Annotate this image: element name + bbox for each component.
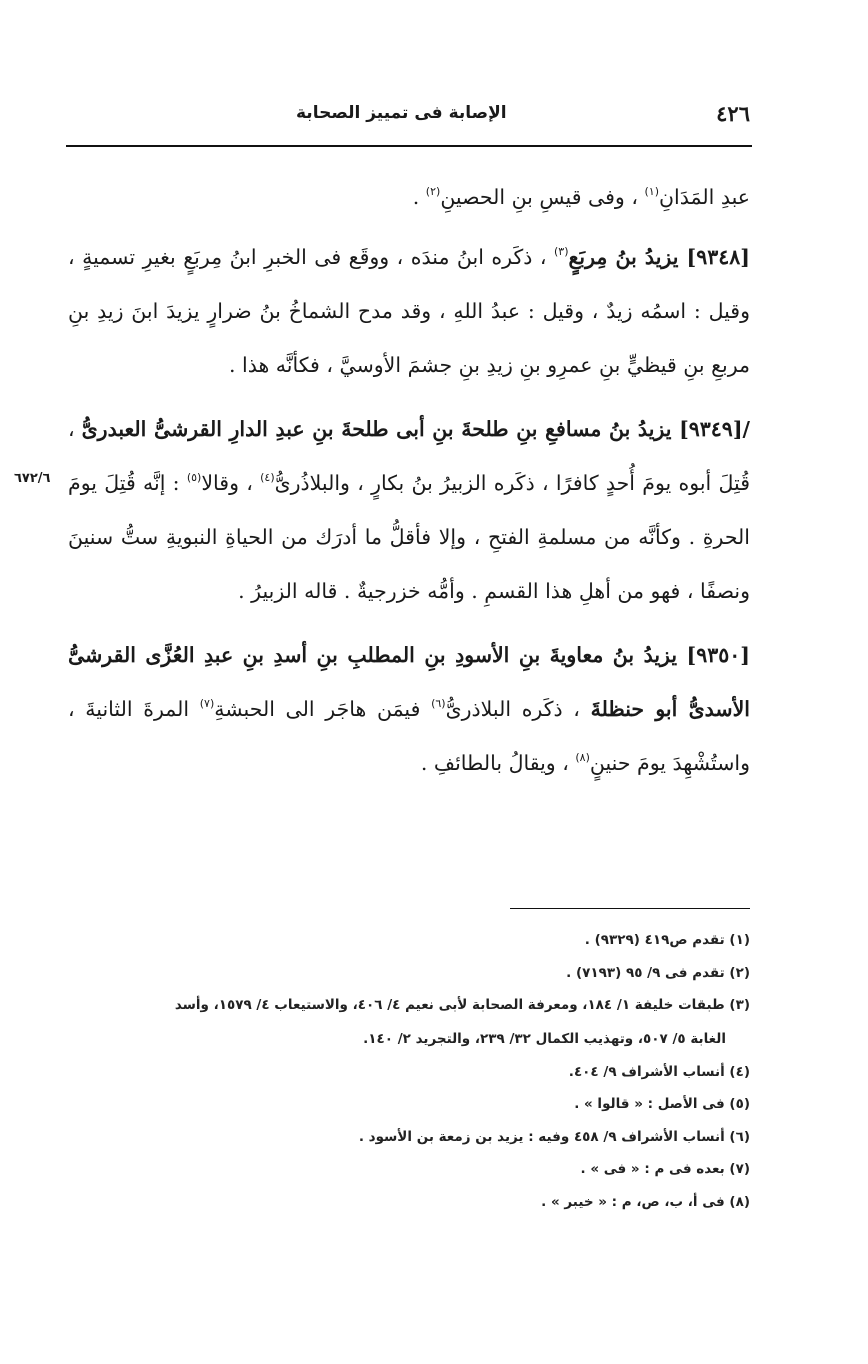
footnote-7: (٧) بعده فى م : « فى » . bbox=[580, 1161, 750, 1177]
entry-name: يزيدُ بنُ مِربَعٍ bbox=[568, 245, 687, 269]
footnote-6: (٦) أنساب الأشراف ٩/ ٤٥٨ وفيه : يزيد بن زمعة بن الأسود . bbox=[358, 1128, 750, 1145]
footnote-ref: (١) bbox=[644, 185, 659, 198]
footnote-2: (٢) تقدم فى ٩/ ٩٥ (٧١٩٣) . bbox=[566, 964, 750, 981]
continuation-paragraph bbox=[68, 170, 750, 224]
entry-text: المرةَ الثانيةَ ، واستُشْهِدَ يومَ حنينٍ bbox=[68, 697, 750, 775]
entry-number: [٩٣٥٠] bbox=[686, 643, 750, 667]
footnote-3-line-2: الغابة ٥/ ٥٠٧، وتهذيب الكمال ٣٢/ ٢٣٩، والتجريد ٢/ ١٤٠. bbox=[363, 1031, 726, 1047]
entry-9350 bbox=[68, 628, 750, 790]
entry-text: ، ذكَره البلاذرىُّ bbox=[445, 697, 591, 721]
footnote-3 bbox=[68, 995, 750, 1049]
entry-number: [٩٣٤٨] bbox=[686, 245, 750, 269]
footnotes bbox=[68, 930, 750, 1224]
footnote-ref: (٧) bbox=[199, 697, 215, 710]
entry-9349 bbox=[68, 402, 750, 618]
running-title: الإصابة فى تمييز الصحابة bbox=[296, 103, 507, 123]
footnote-ref: (٤) bbox=[260, 471, 275, 484]
footnote-ref: (٦) bbox=[431, 697, 446, 710]
page-number: ٤٢٦ bbox=[716, 100, 750, 126]
page-header bbox=[66, 96, 750, 130]
entry-name: يزيدُ بنُ مسافعِ بنِ طلحةَ بنِ أبى طلحةَ بنِ عبدِ الدارِ القرشىُّ العبدرىُّ bbox=[81, 417, 680, 441]
text-run: عبدِ المَدَانِ bbox=[659, 185, 750, 209]
footnote-4: (٤) أنساب الأشراف ٩/ ٤٠٤. bbox=[568, 1063, 750, 1080]
entry-number: /[٩٣٤٩] bbox=[679, 417, 750, 441]
entry-text: ، ذكَره ابنُ مندَه ، ووقَع فى الخبرِ ابنُ مِربَعٍ بغيرِ تسميةٍ ، وقيل : اسمُه زيدٌ ، وقيل : عبدُ اللهِ ، وقد مدح الشماخُ بنُ ضرارٍ يزيدَ ابنَ زيدِ بنِ مربعِ بنِ قيظيٍّ بنِ عمرِو بنِ زيدِ بنِ جشمَ الأوسيَّ ، فكأنَّه هذا . bbox=[68, 245, 750, 377]
entry-text: ، وقالا bbox=[201, 471, 261, 495]
entry-text: ، ويقالُ بالطائفِ . bbox=[420, 751, 576, 775]
footnote-8: (٨) فى أ، ب، ص، م : « خيبر » . bbox=[541, 1193, 750, 1210]
entry-text: : إنَّه قُتِلَ يومَ الحرةِ . وكأنَّه من مسلمةِ الفتحِ ، وإلا فأقلُّ ما أدرَك من الحياةِ النبويةِ ستُّ سنينَ ونصفًا ، فهو من أهلِ هذا القسمِ . وأمُّه خزرجيةٌ . قاله الزبيرُ . bbox=[68, 471, 750, 603]
footnote-ref: (٢) bbox=[425, 185, 441, 198]
entry-name: يزيدُ بنُ معاويةَ بنِ الأسودِ بنِ المطلبِ بنِ أسدِ بنِ عبدِ العُزَّى القرشىُّ الأسدىُّ أبو حنظلةَ bbox=[68, 643, 750, 721]
footnote-1: (١) تقدم ص٤١٩ (٩٣٢٩) . bbox=[584, 932, 750, 948]
entry-text: ، قُتِلَ أبوه يومَ أُحدٍ كافرًا ، ذكَره الزبيرُ بنُ بكارٍ ، والبلاذُرىُّ bbox=[68, 417, 750, 495]
entry-text: فيمَن هاجَر الى الحبشةِ bbox=[214, 697, 432, 721]
footnote-ref: (٥) bbox=[186, 471, 202, 484]
text-run: ، وفى قيسِ بنِ الحصينِ bbox=[440, 185, 645, 209]
footnote-separator bbox=[510, 908, 750, 909]
margin-reference: ٦٧٢/٦ bbox=[14, 471, 51, 486]
footnote-ref: (٣) bbox=[553, 245, 569, 258]
main-text bbox=[68, 170, 750, 800]
footnote-ref: (٨) bbox=[575, 751, 590, 764]
footnote-5: (٥) فى الأصل : « قالوا » . bbox=[574, 1096, 750, 1112]
entry-9348 bbox=[68, 230, 750, 392]
text-run: . bbox=[412, 185, 426, 209]
header-rule bbox=[66, 145, 752, 147]
footnote-3-line-1: (٣) طبقات خليفة ١/ ١٨٤، ومعرفة الصحابة لأبى نعيم ٤/ ٤٠٦، والاستيعاب ٤/ ١٥٧٩، وأسد bbox=[174, 997, 750, 1013]
